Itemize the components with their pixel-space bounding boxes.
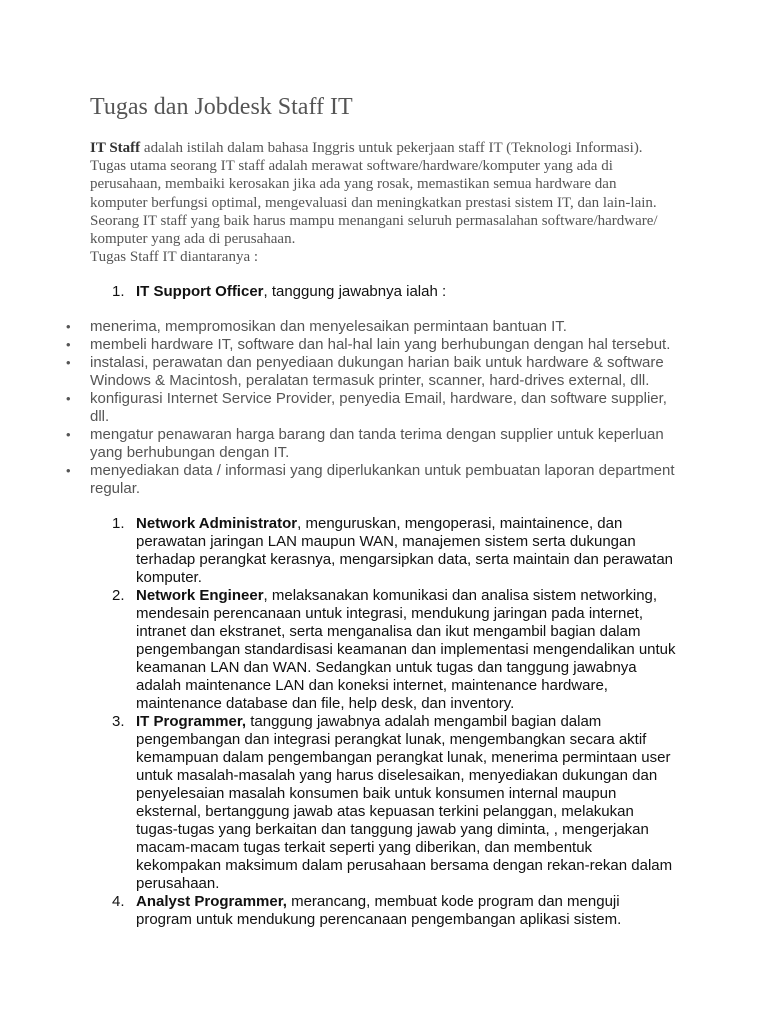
list-item-line: yang berhubungan dengan IT.: [90, 444, 290, 461]
role-line: [136, 515, 691, 533]
role-body: [136, 283, 691, 301]
intro-line-1: [90, 139, 680, 157]
bullet-dot-icon: •: [66, 427, 71, 442]
role-body: [136, 515, 691, 587]
bullet-dot-icon: •: [66, 355, 71, 370]
bullet-dot-icon: •: [66, 391, 71, 406]
list-item-line: dll.: [90, 408, 110, 425]
role-body: [136, 893, 691, 929]
intro-paragraph: [90, 139, 680, 266]
role-name: Network Administrator: [136, 515, 298, 532]
role-line: [136, 587, 691, 605]
list-item: [66, 336, 690, 354]
intro-line-4: komputer berfungsi optimal, mengevaluasi dan meningkatkan prestasi sistem IT, dan lain-lain.: [90, 194, 657, 211]
role-line: [136, 893, 691, 911]
role-line: eksternal, bertanggung jawab atas kepuasan terkini pelanggan, melakukan: [136, 803, 634, 820]
role-line: kekompakan maksimum dalam perusahaan bersama dengan rekan-rekan dalam: [136, 857, 673, 874]
role-line: komputer.: [136, 569, 202, 586]
bullet-dot-icon: •: [66, 337, 71, 352]
role-number: 3.: [112, 713, 125, 730]
list-item-line: menyediakan data / informasi yang diperlukankan untuk pembuatan laporan department: [90, 462, 675, 479]
role-number: 2.: [112, 587, 125, 604]
role-line: adalah maintenance LAN dan koneksi internet, maintenance hardware,: [136, 677, 608, 694]
list-item: [66, 318, 690, 336]
list-item-line: menerima, mempromosikan dan menyelesaikan permintaan bantuan IT.: [90, 318, 567, 335]
list-item: [66, 462, 690, 498]
role-name: IT Support Officer: [136, 283, 264, 300]
list-item-line: Windows & Macintosh, peralatan termasuk printer, scanner, hard-drives external, dll.: [90, 372, 650, 389]
role-line: maintenance database dan file, help desk, dan inventory.: [136, 695, 515, 712]
role-number: 1.: [112, 515, 125, 532]
list-item-line: regular.: [90, 480, 141, 497]
list-item: [66, 426, 690, 462]
role-name: Analyst Programmer,: [136, 893, 287, 910]
role-line: mendesain perencanaan untuk integrasi, mendukung jaringan pada internet,: [136, 605, 644, 622]
role-line: terhadap perangkat kerasnya, mengarsipkan data, serta maintain dan perawatan: [136, 551, 674, 568]
intro-line-1-text: adalah istilah dalam bahasa Inggris untuk pekerjaan staff IT (Teknologi Informasi).: [140, 140, 643, 156]
role-text: , menguruskan, mengoperasi, maintainence, dan: [297, 515, 623, 532]
list-item: [66, 354, 690, 390]
bullet-dot-icon: •: [66, 319, 71, 334]
role-line: pengembangan standardisasi keamanan dan implementasi mengendalikan untuk: [136, 641, 676, 658]
intro-line-7: Tugas Staff IT diantaranya :: [90, 249, 259, 266]
role-body: [136, 713, 691, 893]
bullet-dot-icon: •: [66, 463, 71, 478]
role-text: tanggung jawabnya adalah mengambil bagian dalam: [246, 713, 602, 730]
list-item-line: membeli hardware IT, software dan hal-hal lain yang berhubungan dengan hal tersebut.: [90, 336, 671, 353]
role-line: untuk masalah-masalah yang harus diselesaikan, menyediakan dukungan dan: [136, 767, 658, 784]
role-line: kemampuan dalam pengembangan perangkat lunak, menerima permintaan user: [136, 749, 671, 766]
intro-line-3: perusahaan, membaiki kerosakan jika ada yang rosak, memastikan semua hardware dan: [90, 176, 617, 193]
role-line: macam-macam tugas terkait seperti yang diberikan, dan membentuk: [136, 839, 593, 856]
role-text: merancang, membuat kode program dan menguji: [286, 893, 620, 910]
role-text: , tanggung jawabnya ialah :: [263, 283, 447, 300]
role-line: keamanan LAN dan WAN. Sedangkan untuk tugas dan tanggung jawabnya: [136, 659, 637, 676]
list-item-line: instalasi, perawatan dan penyediaan dukungan harian baik untuk hardware & software: [90, 354, 664, 371]
role-line: program untuk mendukung perencanaan pengembangan aplikasi sistem.: [136, 911, 622, 928]
role-line: perusahaan.: [136, 875, 220, 892]
role-number: 1.: [112, 283, 125, 300]
list-item-line: konfigurasi Internet Service Provider, penyedia Email, hardware, dan software supplier,: [90, 390, 667, 407]
role-line: pengembangan dan integrasi perangkat lunak, mengembangkan secara aktif: [136, 731, 647, 748]
list-item: [66, 390, 690, 426]
role-line: intranet dan ekstranet, serta menganalisa dan ikut mengambil bagian dalam: [136, 623, 641, 640]
intro-line-6: komputer yang ada di perusahaan.: [90, 231, 296, 248]
intro-lead-term: IT Staff: [90, 140, 141, 156]
role-name: Network Engineer: [136, 587, 264, 604]
document-title: Tugas dan Jobdesk Staff IT: [90, 94, 353, 120]
intro-line-2: Tugas utama seorang IT staff adalah merawat software/hardware/komputer yang ada di: [90, 158, 613, 175]
list-item-line: mengatur penawaran harga barang dan tanda terima dengan supplier untuk keperluan: [90, 426, 664, 443]
role-name: IT Programmer,: [136, 713, 247, 730]
role-body: [136, 587, 691, 713]
role-line: [136, 713, 691, 731]
role-line: perawatan jaringan LAN maupun WAN, manajemen sistem serta dukungan: [136, 533, 636, 550]
role-line: [136, 283, 691, 301]
role-text: , melaksanakan komunikasi dan analisa sistem networking,: [263, 587, 658, 604]
support-duties-list: [66, 318, 690, 498]
role-line: penyelesaian masalah konsumen baik untuk konsumen internal maupun: [136, 785, 617, 802]
role-number: 4.: [112, 893, 125, 910]
intro-line-5: Seorang IT staff yang baik harus mampu menangani seluruh permasalahan software/hardware/: [90, 212, 658, 229]
role-line: tugas-tugas yang berkaitan dan tanggung jawab yang diminta, , mengerjakan: [136, 821, 649, 838]
